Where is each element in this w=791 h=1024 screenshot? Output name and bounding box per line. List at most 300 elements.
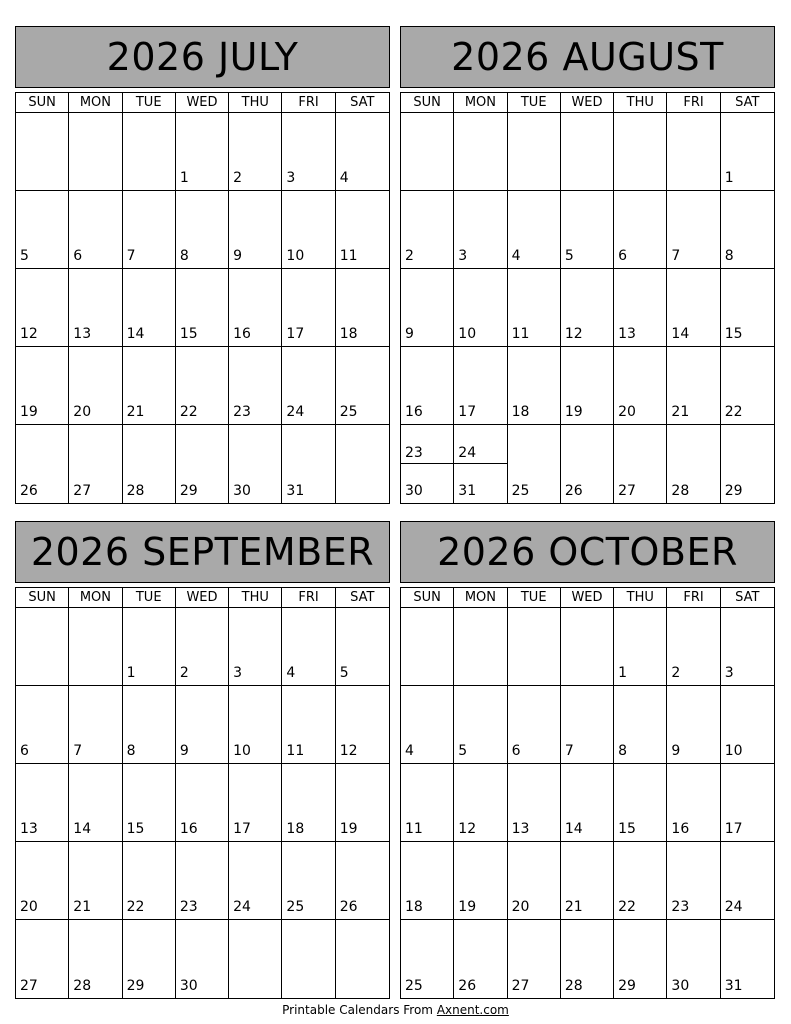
day-number: 8 bbox=[618, 743, 628, 759]
day-number: 24 bbox=[458, 445, 477, 461]
day-number: 5 bbox=[339, 665, 349, 681]
day-number: 27 bbox=[20, 978, 38, 994]
day-number: 6 bbox=[73, 248, 83, 264]
weekday-header: SAT bbox=[721, 588, 774, 608]
day-number: 31 bbox=[286, 483, 305, 499]
day-cell bbox=[69, 686, 122, 764]
day-cell bbox=[401, 425, 454, 503]
day-cell bbox=[401, 920, 454, 998]
day-cell bbox=[508, 269, 561, 347]
day-number: 7 bbox=[671, 248, 681, 264]
split-divider bbox=[454, 463, 506, 464]
day-number: 30 bbox=[671, 978, 690, 994]
day-number: 22 bbox=[126, 899, 145, 915]
day-cell bbox=[16, 608, 69, 686]
day-cell bbox=[667, 764, 720, 842]
day-cell bbox=[16, 191, 69, 269]
day-number: 11 bbox=[511, 326, 530, 342]
day-number: 4 bbox=[405, 743, 414, 759]
day-cell bbox=[16, 842, 69, 920]
weekday-header: MON bbox=[69, 93, 122, 113]
day-number: 17 bbox=[286, 326, 305, 342]
day-cell bbox=[454, 269, 507, 347]
day-cell bbox=[229, 347, 282, 425]
weekday-header: SUN bbox=[401, 93, 454, 113]
footer-text: Printable Calendars From bbox=[282, 1003, 437, 1017]
day-cell bbox=[176, 425, 229, 503]
day-cell bbox=[336, 347, 389, 425]
day-number: 20 bbox=[511, 899, 530, 915]
weekday-header: FRI bbox=[667, 588, 720, 608]
day-cell bbox=[176, 269, 229, 347]
day-cell bbox=[561, 842, 614, 920]
day-number: 18 bbox=[405, 899, 423, 915]
day-cell bbox=[123, 269, 176, 347]
day-cell bbox=[721, 842, 774, 920]
day-cell bbox=[336, 920, 389, 998]
day-number: 16 bbox=[405, 404, 423, 420]
day-cell bbox=[721, 686, 774, 764]
month-title: 2026 JULY bbox=[15, 26, 390, 88]
weekday-header: SUN bbox=[401, 588, 454, 608]
day-cell bbox=[229, 842, 282, 920]
day-number: 24 bbox=[724, 899, 743, 915]
day-cell bbox=[176, 842, 229, 920]
day-cell bbox=[614, 608, 667, 686]
day-number: 11 bbox=[286, 743, 305, 759]
day-cell bbox=[69, 347, 122, 425]
day-number: 29 bbox=[618, 978, 636, 994]
day-cell bbox=[614, 191, 667, 269]
day-number: 30 bbox=[233, 483, 251, 499]
day-number: 27 bbox=[73, 483, 92, 499]
day-number: 18 bbox=[286, 821, 305, 837]
month-title: 2026 SEPTEMBER bbox=[15, 521, 390, 583]
day-cell bbox=[721, 347, 774, 425]
day-cell bbox=[176, 113, 229, 191]
day-number: 14 bbox=[73, 821, 92, 837]
day-cell bbox=[123, 842, 176, 920]
day-number: 2 bbox=[671, 665, 681, 681]
day-cell bbox=[614, 113, 667, 191]
month-title: 2026 AUGUST bbox=[400, 26, 775, 88]
day-number: 7 bbox=[73, 743, 83, 759]
day-cell bbox=[336, 425, 389, 503]
day-cell bbox=[667, 842, 720, 920]
weekday-header: TUE bbox=[123, 93, 176, 113]
day-number: 26 bbox=[339, 899, 358, 915]
day-cell bbox=[229, 113, 282, 191]
day-cell bbox=[401, 608, 454, 686]
day-number: 25 bbox=[339, 404, 358, 420]
day-number: 14 bbox=[671, 326, 690, 342]
day-number: 14 bbox=[564, 821, 583, 837]
day-cell bbox=[508, 191, 561, 269]
day-cell bbox=[401, 191, 454, 269]
day-number: 4 bbox=[511, 248, 521, 264]
day-number: 28 bbox=[564, 978, 583, 994]
day-cell bbox=[614, 842, 667, 920]
day-number: 12 bbox=[339, 743, 358, 759]
day-number: 2 bbox=[405, 248, 414, 264]
day-cell bbox=[16, 269, 69, 347]
day-number: 15 bbox=[126, 821, 145, 837]
day-cell bbox=[123, 425, 176, 503]
day-cell bbox=[229, 920, 282, 998]
day-cell bbox=[123, 113, 176, 191]
day-number: 1 bbox=[618, 665, 628, 681]
day-number: 26 bbox=[458, 978, 477, 994]
weekday-header: MON bbox=[454, 93, 507, 113]
day-cell bbox=[123, 764, 176, 842]
day-number: 30 bbox=[179, 978, 198, 994]
day-cell bbox=[282, 425, 335, 503]
day-cell bbox=[401, 842, 454, 920]
day-cell bbox=[614, 686, 667, 764]
day-cell bbox=[721, 113, 774, 191]
weekday-header: WED bbox=[561, 93, 614, 113]
day-cell bbox=[336, 842, 389, 920]
day-cell bbox=[336, 608, 389, 686]
weekday-header: WED bbox=[561, 588, 614, 608]
day-number: 12 bbox=[564, 326, 583, 342]
day-cell bbox=[401, 269, 454, 347]
day-cell bbox=[282, 764, 335, 842]
day-cell bbox=[336, 686, 389, 764]
day-cell bbox=[16, 686, 69, 764]
day-cell bbox=[69, 608, 122, 686]
day-cell bbox=[336, 269, 389, 347]
day-number: 21 bbox=[73, 899, 92, 915]
day-number: 6 bbox=[511, 743, 521, 759]
weekday-header: SAT bbox=[721, 93, 774, 113]
day-number: 8 bbox=[724, 248, 734, 264]
weekday-header: THU bbox=[229, 93, 282, 113]
day-cell bbox=[721, 608, 774, 686]
day-cell bbox=[721, 269, 774, 347]
day-cell bbox=[69, 191, 122, 269]
day-number: 28 bbox=[126, 483, 145, 499]
weekday-header: SUN bbox=[16, 93, 69, 113]
day-number: 19 bbox=[564, 404, 583, 420]
day-cell bbox=[508, 347, 561, 425]
day-cell bbox=[561, 347, 614, 425]
day-number: 16 bbox=[671, 821, 690, 837]
weekday-header: TUE bbox=[508, 588, 561, 608]
day-cell bbox=[336, 113, 389, 191]
weekday-header: SAT bbox=[336, 588, 389, 608]
day-number: 15 bbox=[724, 326, 743, 342]
day-number: 13 bbox=[618, 326, 636, 342]
day-cell bbox=[336, 764, 389, 842]
footer-link[interactable]: Axnent.com bbox=[436, 1003, 509, 1017]
day-cell bbox=[282, 608, 335, 686]
day-number: 21 bbox=[126, 404, 145, 420]
day-number: 20 bbox=[618, 404, 636, 420]
day-cell bbox=[508, 764, 561, 842]
day-cell bbox=[229, 425, 282, 503]
day-number: 29 bbox=[724, 483, 743, 499]
day-number: 18 bbox=[511, 404, 530, 420]
month-october bbox=[400, 521, 775, 999]
calendar-grid bbox=[15, 92, 390, 504]
day-number: 23 bbox=[671, 899, 690, 915]
day-number: 26 bbox=[564, 483, 583, 499]
day-number: 9 bbox=[671, 743, 681, 759]
day-cell bbox=[561, 113, 614, 191]
day-cell bbox=[69, 425, 122, 503]
day-cell bbox=[667, 920, 720, 998]
day-cell bbox=[69, 764, 122, 842]
day-cell bbox=[561, 269, 614, 347]
day-number: 7 bbox=[126, 248, 136, 264]
calendar-grid bbox=[400, 92, 775, 504]
weekday-header: FRI bbox=[667, 93, 720, 113]
day-number: 4 bbox=[339, 170, 349, 186]
day-number: 19 bbox=[339, 821, 358, 837]
day-number: 3 bbox=[286, 170, 296, 186]
day-cell bbox=[123, 608, 176, 686]
day-cell bbox=[667, 608, 720, 686]
day-number: 27 bbox=[618, 483, 636, 499]
day-number: 9 bbox=[233, 248, 243, 264]
day-cell bbox=[401, 113, 454, 191]
weekday-header: SUN bbox=[16, 588, 69, 608]
day-cell bbox=[454, 191, 507, 269]
day-cell bbox=[123, 920, 176, 998]
weekday-header: SAT bbox=[336, 93, 389, 113]
day-cell bbox=[282, 113, 335, 191]
day-cell bbox=[454, 920, 507, 998]
day-number: 4 bbox=[286, 665, 296, 681]
day-cell bbox=[123, 347, 176, 425]
day-number: 31 bbox=[458, 483, 477, 499]
day-number: 11 bbox=[405, 821, 423, 837]
day-cell bbox=[16, 113, 69, 191]
day-number: 20 bbox=[20, 899, 38, 915]
day-number: 9 bbox=[179, 743, 189, 759]
day-cell bbox=[454, 347, 507, 425]
day-cell bbox=[614, 425, 667, 503]
day-number: 10 bbox=[286, 248, 305, 264]
day-number: 23 bbox=[233, 404, 251, 420]
day-cell bbox=[561, 920, 614, 998]
day-number: 22 bbox=[618, 899, 636, 915]
day-cell bbox=[614, 764, 667, 842]
day-cell bbox=[123, 191, 176, 269]
day-number: 19 bbox=[458, 899, 477, 915]
day-number: 2 bbox=[179, 665, 189, 681]
day-cell bbox=[561, 191, 614, 269]
day-cell bbox=[16, 425, 69, 503]
day-number: 3 bbox=[458, 248, 468, 264]
day-number: 24 bbox=[233, 899, 251, 915]
day-number: 29 bbox=[179, 483, 198, 499]
month-august bbox=[400, 26, 775, 504]
day-cell bbox=[123, 686, 176, 764]
month-title: 2026 OCTOBER bbox=[400, 521, 775, 583]
day-cell bbox=[508, 920, 561, 998]
day-cell bbox=[282, 842, 335, 920]
day-cell bbox=[282, 191, 335, 269]
day-cell bbox=[229, 608, 282, 686]
day-cell bbox=[561, 686, 614, 764]
day-cell bbox=[508, 425, 561, 503]
day-cell bbox=[454, 764, 507, 842]
day-number: 15 bbox=[618, 821, 636, 837]
day-number: 30 bbox=[405, 483, 423, 499]
day-number: 3 bbox=[233, 665, 243, 681]
day-number: 24 bbox=[286, 404, 305, 420]
day-number: 25 bbox=[511, 483, 530, 499]
day-cell bbox=[667, 113, 720, 191]
day-number: 29 bbox=[126, 978, 145, 994]
month-july bbox=[15, 26, 390, 504]
day-cell bbox=[508, 686, 561, 764]
day-number: 1 bbox=[179, 170, 189, 186]
day-number: 14 bbox=[126, 326, 145, 342]
footer bbox=[0, 1003, 791, 1017]
day-cell bbox=[229, 191, 282, 269]
day-cell bbox=[282, 920, 335, 998]
day-cell bbox=[667, 686, 720, 764]
day-cell bbox=[508, 842, 561, 920]
weekday-header: TUE bbox=[508, 93, 561, 113]
day-cell bbox=[16, 347, 69, 425]
day-number: 16 bbox=[179, 821, 198, 837]
weekday-header: TUE bbox=[123, 588, 176, 608]
day-cell bbox=[16, 920, 69, 998]
day-cell bbox=[401, 764, 454, 842]
weekday-header: FRI bbox=[282, 588, 335, 608]
day-number: 23 bbox=[405, 445, 423, 461]
day-cell bbox=[229, 686, 282, 764]
day-number: 13 bbox=[511, 821, 530, 837]
day-number: 6 bbox=[20, 743, 29, 759]
day-cell bbox=[176, 764, 229, 842]
day-number: 25 bbox=[405, 978, 423, 994]
day-cell bbox=[282, 269, 335, 347]
day-number: 1 bbox=[126, 665, 136, 681]
day-number: 10 bbox=[458, 326, 477, 342]
day-cell bbox=[176, 191, 229, 269]
day-number: 3 bbox=[724, 665, 734, 681]
day-cell bbox=[561, 764, 614, 842]
day-number: 18 bbox=[339, 326, 358, 342]
day-number: 10 bbox=[724, 743, 743, 759]
day-number: 17 bbox=[458, 404, 477, 420]
day-cell bbox=[401, 686, 454, 764]
day-number: 20 bbox=[73, 404, 92, 420]
day-cell bbox=[176, 347, 229, 425]
weekday-header: WED bbox=[176, 588, 229, 608]
day-cell bbox=[508, 608, 561, 686]
day-number: 7 bbox=[564, 743, 574, 759]
day-number: 8 bbox=[126, 743, 136, 759]
day-cell bbox=[561, 425, 614, 503]
day-cell bbox=[16, 764, 69, 842]
weekday-header: MON bbox=[69, 588, 122, 608]
day-number: 5 bbox=[20, 248, 29, 264]
day-number: 12 bbox=[458, 821, 477, 837]
day-number: 21 bbox=[564, 899, 583, 915]
day-cell bbox=[282, 347, 335, 425]
day-number: 16 bbox=[233, 326, 251, 342]
day-number: 21 bbox=[671, 404, 690, 420]
day-number: 27 bbox=[511, 978, 530, 994]
day-cell bbox=[667, 191, 720, 269]
weekday-header: THU bbox=[614, 93, 667, 113]
day-cell bbox=[667, 347, 720, 425]
day-number: 2 bbox=[233, 170, 243, 186]
day-cell bbox=[176, 920, 229, 998]
day-cell bbox=[282, 686, 335, 764]
day-cell bbox=[721, 425, 774, 503]
day-cell bbox=[454, 113, 507, 191]
day-number: 23 bbox=[179, 899, 198, 915]
calendar-grid bbox=[15, 587, 390, 999]
day-number: 11 bbox=[339, 248, 358, 264]
day-cell bbox=[69, 269, 122, 347]
day-cell bbox=[561, 608, 614, 686]
day-number: 5 bbox=[458, 743, 468, 759]
day-cell bbox=[69, 113, 122, 191]
weekday-header: THU bbox=[229, 588, 282, 608]
weekday-header: FRI bbox=[282, 93, 335, 113]
day-number: 25 bbox=[286, 899, 305, 915]
day-number: 28 bbox=[671, 483, 690, 499]
day-cell bbox=[454, 425, 507, 503]
day-number: 19 bbox=[20, 404, 38, 420]
day-cell bbox=[454, 608, 507, 686]
weekday-header: WED bbox=[176, 93, 229, 113]
calendar-grid bbox=[400, 587, 775, 999]
day-number: 6 bbox=[618, 248, 628, 264]
day-cell bbox=[614, 347, 667, 425]
day-cell bbox=[667, 425, 720, 503]
day-cell bbox=[401, 347, 454, 425]
day-cell bbox=[721, 764, 774, 842]
day-number: 17 bbox=[724, 821, 743, 837]
day-cell bbox=[454, 686, 507, 764]
day-cell bbox=[721, 191, 774, 269]
day-number: 10 bbox=[233, 743, 251, 759]
day-number: 22 bbox=[179, 404, 198, 420]
day-cell bbox=[176, 686, 229, 764]
day-number: 17 bbox=[233, 821, 251, 837]
day-number: 28 bbox=[73, 978, 92, 994]
day-number: 26 bbox=[20, 483, 38, 499]
day-cell bbox=[336, 191, 389, 269]
weekday-header: THU bbox=[614, 588, 667, 608]
day-number: 8 bbox=[179, 248, 189, 264]
split-divider bbox=[401, 463, 453, 464]
day-cell bbox=[508, 113, 561, 191]
day-cell bbox=[721, 920, 774, 998]
day-cell bbox=[614, 269, 667, 347]
day-cell bbox=[69, 920, 122, 998]
day-cell bbox=[229, 269, 282, 347]
day-number: 13 bbox=[20, 821, 38, 837]
day-number: 15 bbox=[179, 326, 198, 342]
day-cell bbox=[69, 842, 122, 920]
day-number: 9 bbox=[405, 326, 414, 342]
day-number: 1 bbox=[724, 170, 734, 186]
day-cell bbox=[454, 842, 507, 920]
day-number: 5 bbox=[564, 248, 574, 264]
day-number: 31 bbox=[724, 978, 743, 994]
day-cell bbox=[614, 920, 667, 998]
